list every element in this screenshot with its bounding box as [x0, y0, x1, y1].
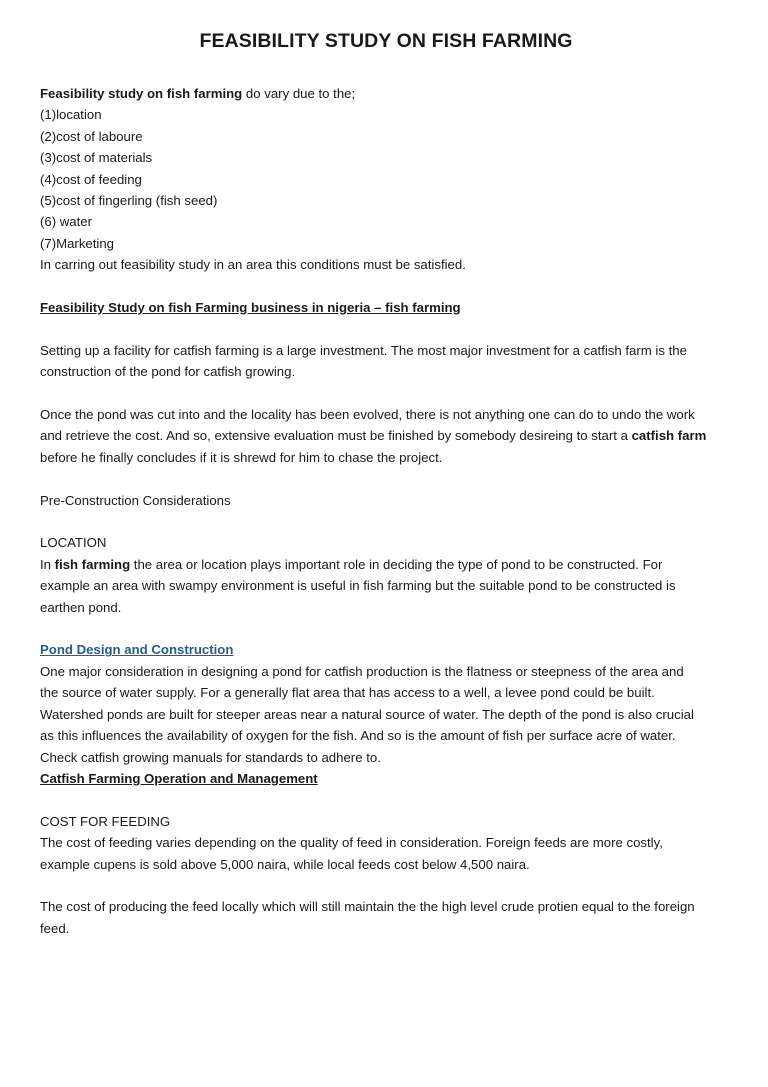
pond-design-link[interactable]: Pond Design and Construction — [40, 642, 234, 658]
text-line: Setting up a facility for catfish farming is a large investment. The most major investment for a catfish farm is the — [40, 342, 687, 358]
paragraph-investment — [40, 340, 732, 383]
text-line: Once the pond was cut into and the locality has been evolved, there is not anything one can do to undo the work — [40, 407, 695, 423]
intro-line — [40, 83, 732, 104]
list-item: (5)cost of fingerling (fish seed) — [40, 193, 218, 209]
text-line: example an area with swampy environment is useful in fish farming but the suitable pond to be constructed is — [40, 578, 676, 594]
intro-rest: do vary due to the; — [242, 86, 356, 101]
feeding-heading: COST FOR FEEDING — [40, 813, 171, 829]
text-line: construction of the pond for catfish growing. — [40, 364, 296, 380]
feeding-local-paragraph — [40, 896, 732, 939]
list-item: (6) water — [40, 214, 93, 230]
text-line: earthen pond. — [40, 599, 122, 615]
text-line: example cupens is sold above 5,000 naira, while local feeds cost below 4,500 naira. — [40, 856, 530, 872]
section-heading-business: Feasibility Study on fish Farming business in nigeria – fish farming — [40, 300, 461, 316]
intro-section — [40, 83, 732, 276]
text-segment: and retrieve the cost. And so, extensive evaluation must be finished by somebody desireing to start a — [40, 428, 632, 444]
text-line: Check catfish growing manuals for standards to adhere to. — [40, 749, 381, 765]
document-title: FEASIBILITY STUDY ON FISH FARMING — [199, 30, 573, 52]
operation-management-heading: Catfish Farming Operation and Management — [40, 770, 318, 786]
list-item: (3)cost of materials — [40, 150, 153, 166]
pond-section — [40, 639, 732, 789]
bold-term-catfish-farm: catfish farm — [631, 428, 707, 444]
bold-term-fish-farming: fish farming — [54, 556, 131, 572]
list-item: (1)location — [40, 107, 102, 123]
text-line: The cost of feeding varies depending on the quality of feed in consideration. Foreign feeds are more costly, — [40, 835, 663, 851]
document-page — [40, 28, 732, 939]
list-item: (2)cost of laboure — [40, 128, 143, 144]
text-line: feed. — [40, 920, 70, 936]
paragraph-evaluation — [40, 404, 732, 468]
text-line — [40, 554, 732, 575]
text-line — [40, 425, 732, 446]
text-line: Watershed ponds are built for steeper areas near a natural source of water. The depth of the pond is also crucial — [40, 706, 694, 722]
text-line: One major consideration in designing a pond for catfish production is the flatness or steepness of the area and — [40, 663, 684, 679]
intro-closing: In carring out feasibility study in an area this conditions must be satisfied. — [40, 257, 466, 273]
text-line: the source of water supply. For a generally flat area that has access to a well, a levee pond could be built. — [40, 685, 655, 701]
location-section — [40, 532, 732, 618]
text-segment: In — [40, 556, 55, 572]
text-line: The cost of producing the feed locally which will still maintain the the high level crude protien equal to the foreign — [40, 899, 695, 915]
list-item: (4)cost of feeding — [40, 171, 142, 187]
feeding-section — [40, 811, 732, 875]
list-item: (7)Marketing — [40, 235, 115, 251]
text-line: before he finally concludes if it is shrewd for him to chase the project. — [40, 449, 443, 465]
preconstruction-heading: Pre-Construction Considerations — [40, 492, 231, 508]
location-heading: LOCATION — [40, 535, 107, 551]
text-segment: the area or location plays important role in deciding the type of pond to be constructed. For — [130, 556, 663, 572]
intro-bold-lead: Feasibility study on fish farming — [40, 86, 243, 101]
text-line: as this influences the availability of oxygen for the fish. And so is the amount of fish per surface acre of water. — [40, 728, 676, 744]
